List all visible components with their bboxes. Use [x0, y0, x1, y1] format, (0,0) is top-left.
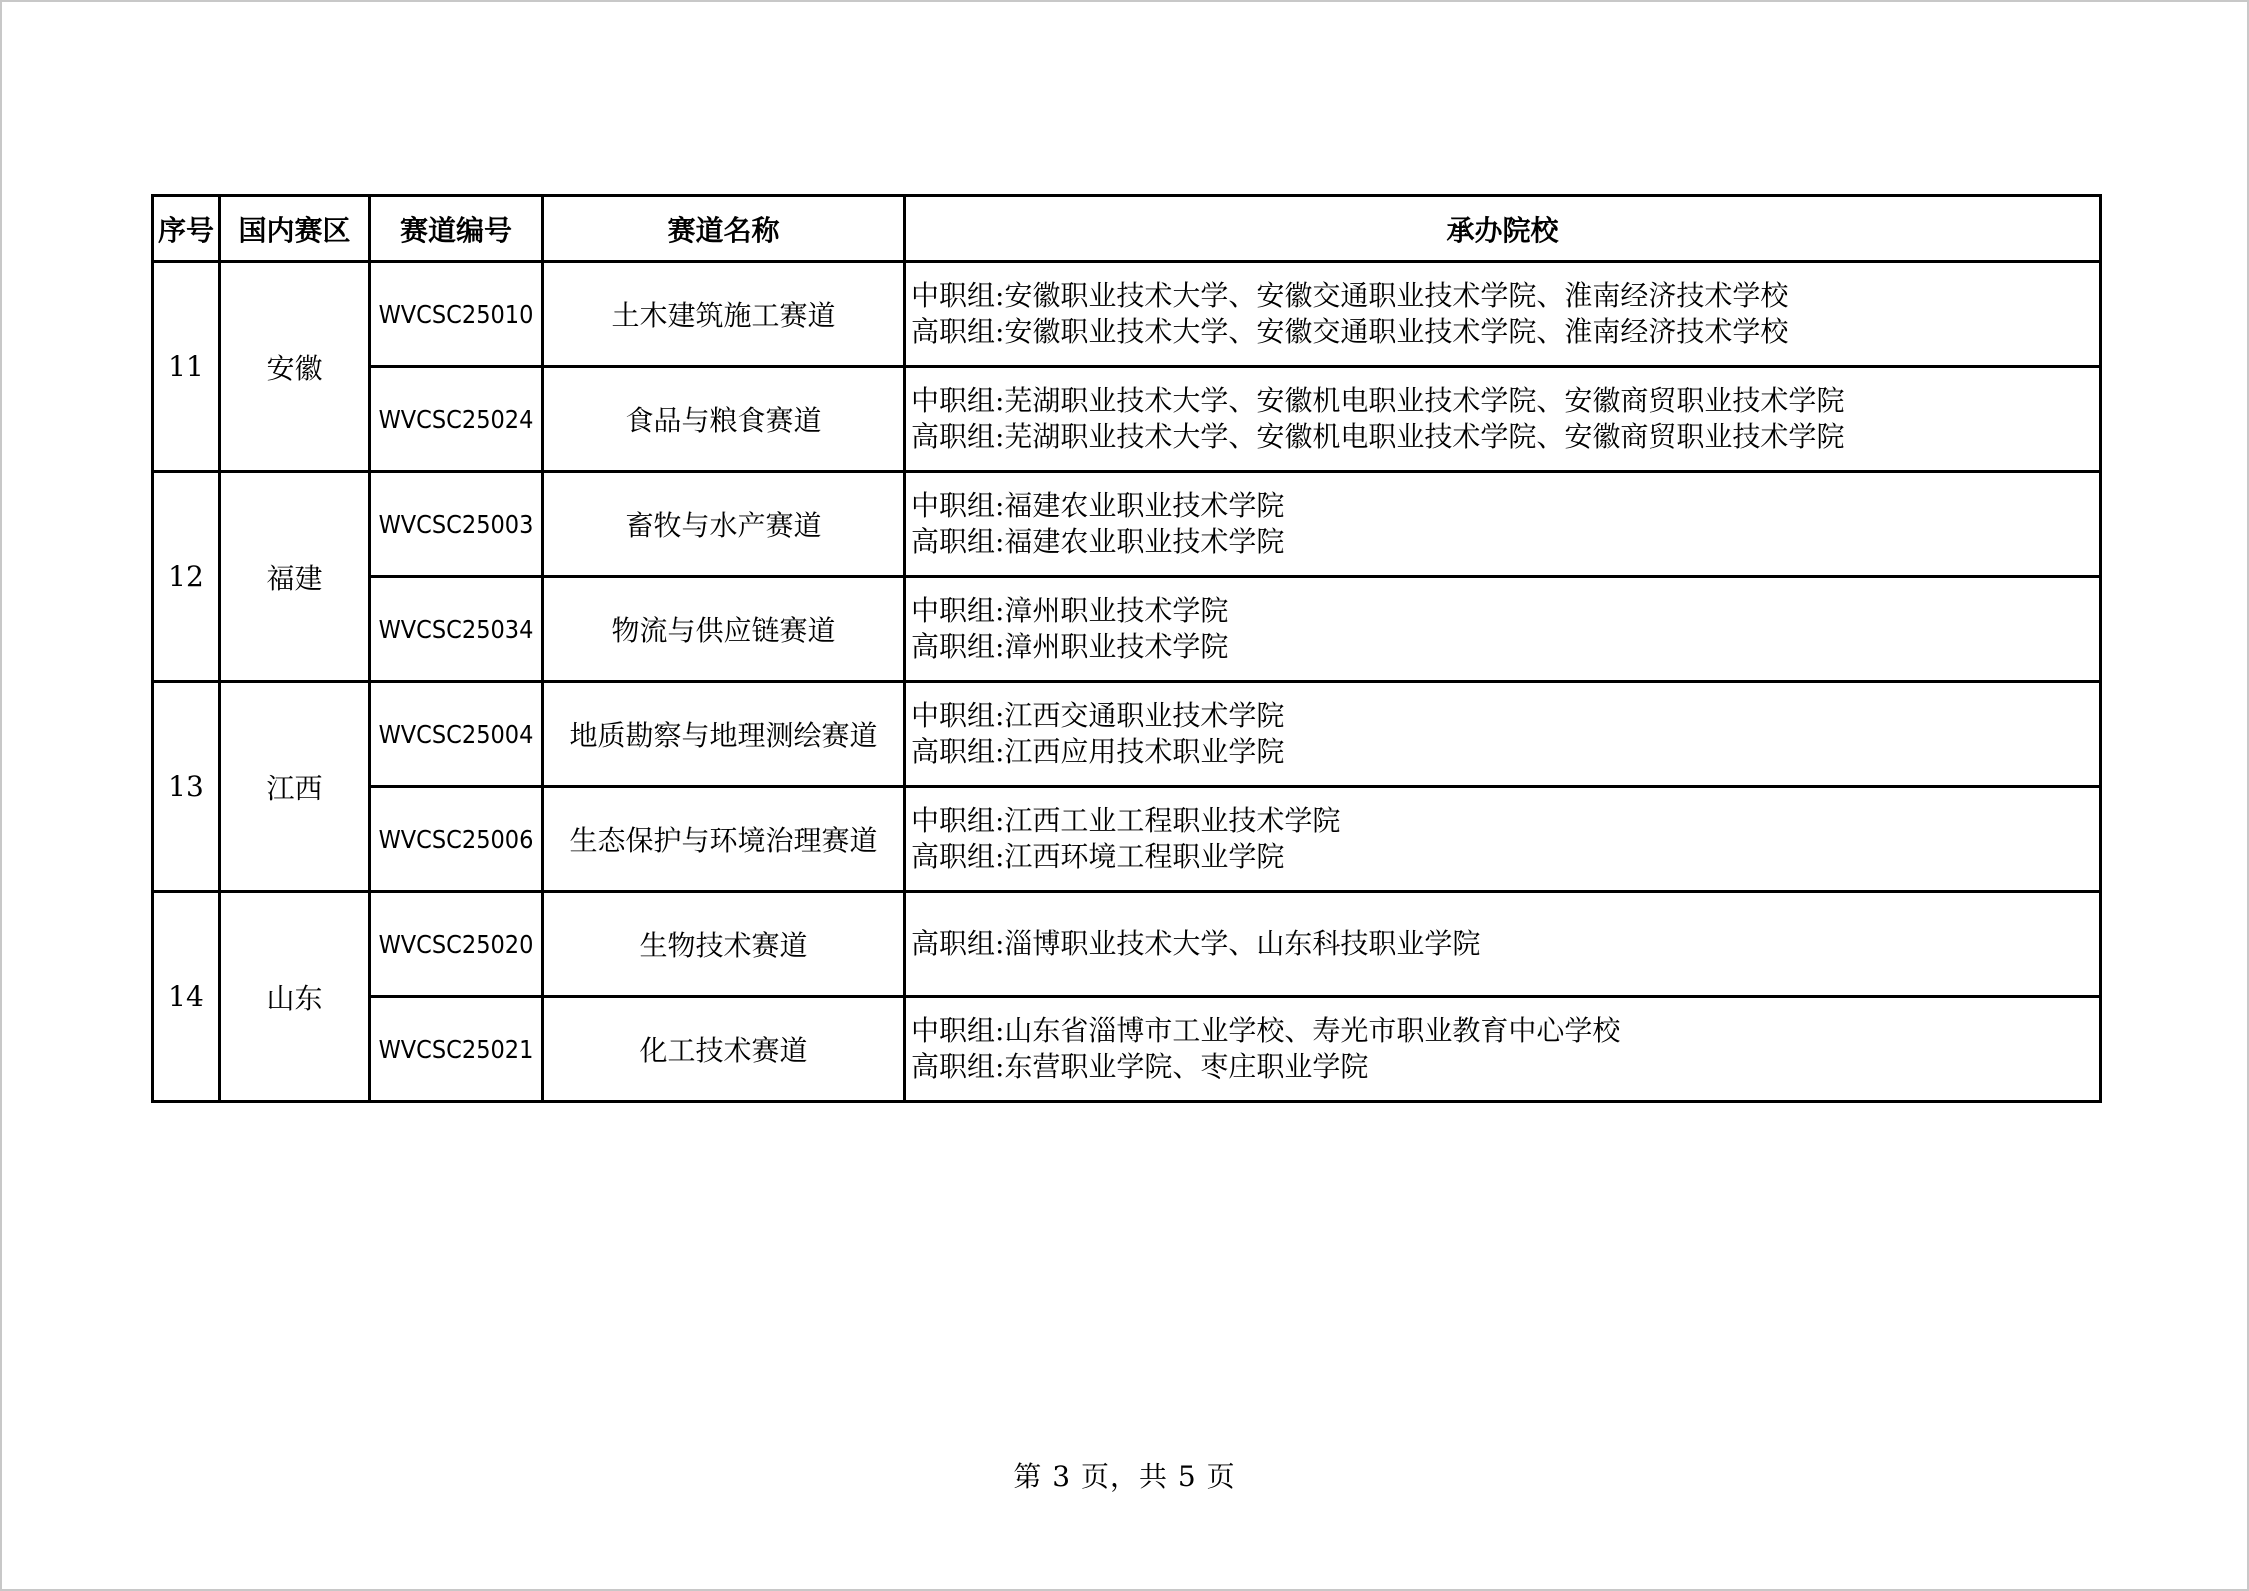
- table-row: [153, 367, 2101, 472]
- school-line: 高职组:江西应用技术职业学院: [911, 735, 1285, 768]
- track-code-cell: WVCSC25006: [370, 787, 543, 892]
- header-code: 赛道编号: [370, 196, 543, 262]
- table-row: [153, 682, 2101, 787]
- track-code-cell: WVCSC25010: [370, 262, 543, 367]
- table-row: [153, 997, 2101, 1102]
- school-line: 高职组:安徽职业技术大学、安徽交通职业技术学院、淮南经济技术学校: [911, 315, 1789, 348]
- host-school-cell: [905, 472, 2101, 577]
- school-line: 高职组:江西环境工程职业学院: [911, 840, 1285, 873]
- school-line: 高职组:芜湖职业技术大学、安徽机电职业技术学院、安徽商贸职业技术学院: [911, 420, 1845, 453]
- school-line: 中职组:芜湖职业技术大学、安徽机电职业技术学院、安徽商贸职业技术学院: [911, 384, 1845, 417]
- track-name-cell: 生物技术赛道: [543, 892, 905, 997]
- track-name-cell: 物流与供应链赛道: [543, 577, 905, 682]
- school-line: 高职组:东营职业学院、枣庄职业学院: [911, 1050, 1369, 1083]
- school-line: 中职组:江西工业工程职业技术学院: [911, 804, 1341, 837]
- host-school-cell: [905, 577, 2101, 682]
- page-number-footer: 第 3 页，共 5 页: [1013, 1460, 1236, 1493]
- header-host-school: 承办院校: [905, 196, 2101, 262]
- host-school-cell: [905, 892, 2101, 997]
- host-school-cell: [905, 787, 2101, 892]
- region-cell: 安徽: [220, 262, 370, 472]
- track-code-cell: WVCSC25024: [370, 367, 543, 472]
- seq-cell: 14: [153, 892, 220, 1102]
- header-region: 国内赛区: [220, 196, 370, 262]
- table-row: [153, 787, 2101, 892]
- track-name-cell: 化工技术赛道: [543, 997, 905, 1102]
- track-code-cell: WVCSC25034: [370, 577, 543, 682]
- track-code-cell: WVCSC25020: [370, 892, 543, 997]
- track-name-cell: 地质勘察与地理测绘赛道: [543, 682, 905, 787]
- host-school-cell: [905, 367, 2101, 472]
- host-school-cell: [905, 682, 2101, 787]
- table-row: [153, 262, 2101, 367]
- header-seq: 序号: [153, 196, 220, 262]
- region-cell: 江西: [220, 682, 370, 892]
- host-school-cell: [905, 997, 2101, 1102]
- seq-cell: 13: [153, 682, 220, 892]
- school-line: 高职组:漳州职业技术学院: [911, 630, 1229, 663]
- track-name-cell: 生态保护与环境治理赛道: [543, 787, 905, 892]
- seq-cell: 12: [153, 472, 220, 682]
- school-line: 中职组:漳州职业技术学院: [911, 594, 1229, 627]
- host-school-cell: [905, 262, 2101, 367]
- table-body: [153, 262, 2101, 1102]
- school-line: 高职组:福建农业职业技术学院: [911, 525, 1285, 558]
- table-row: [153, 892, 2101, 997]
- track-code-cell: WVCSC25003: [370, 472, 543, 577]
- region-cell: 福建: [220, 472, 370, 682]
- track-code-cell: WVCSC25021: [370, 997, 543, 1102]
- region-cell: 山东: [220, 892, 370, 1102]
- host-schools-table: [151, 194, 2102, 1103]
- school-line: 中职组:山东省淄博市工业学校、寿光市职业教育中心学校: [911, 1014, 1621, 1047]
- school-line: 中职组:江西交通职业技术学院: [911, 699, 1285, 732]
- school-line: 高职组:淄博职业技术大学、山东科技职业学院: [911, 927, 1481, 960]
- table-header: [153, 196, 2101, 262]
- table-row: [153, 577, 2101, 682]
- header-track-name: 赛道名称: [543, 196, 905, 262]
- track-name-cell: 畜牧与水产赛道: [543, 472, 905, 577]
- track-name-cell: 土木建筑施工赛道: [543, 262, 905, 367]
- table-row: [153, 472, 2101, 577]
- seq-cell: 11: [153, 262, 220, 472]
- track-name-cell: 食品与粮食赛道: [543, 367, 905, 472]
- track-code-cell: WVCSC25004: [370, 682, 543, 787]
- school-line: 中职组:福建农业职业技术学院: [911, 489, 1285, 522]
- school-line: 中职组:安徽职业技术大学、安徽交通职业技术学院、淮南经济技术学校: [911, 279, 1789, 312]
- header-row: [153, 196, 2101, 262]
